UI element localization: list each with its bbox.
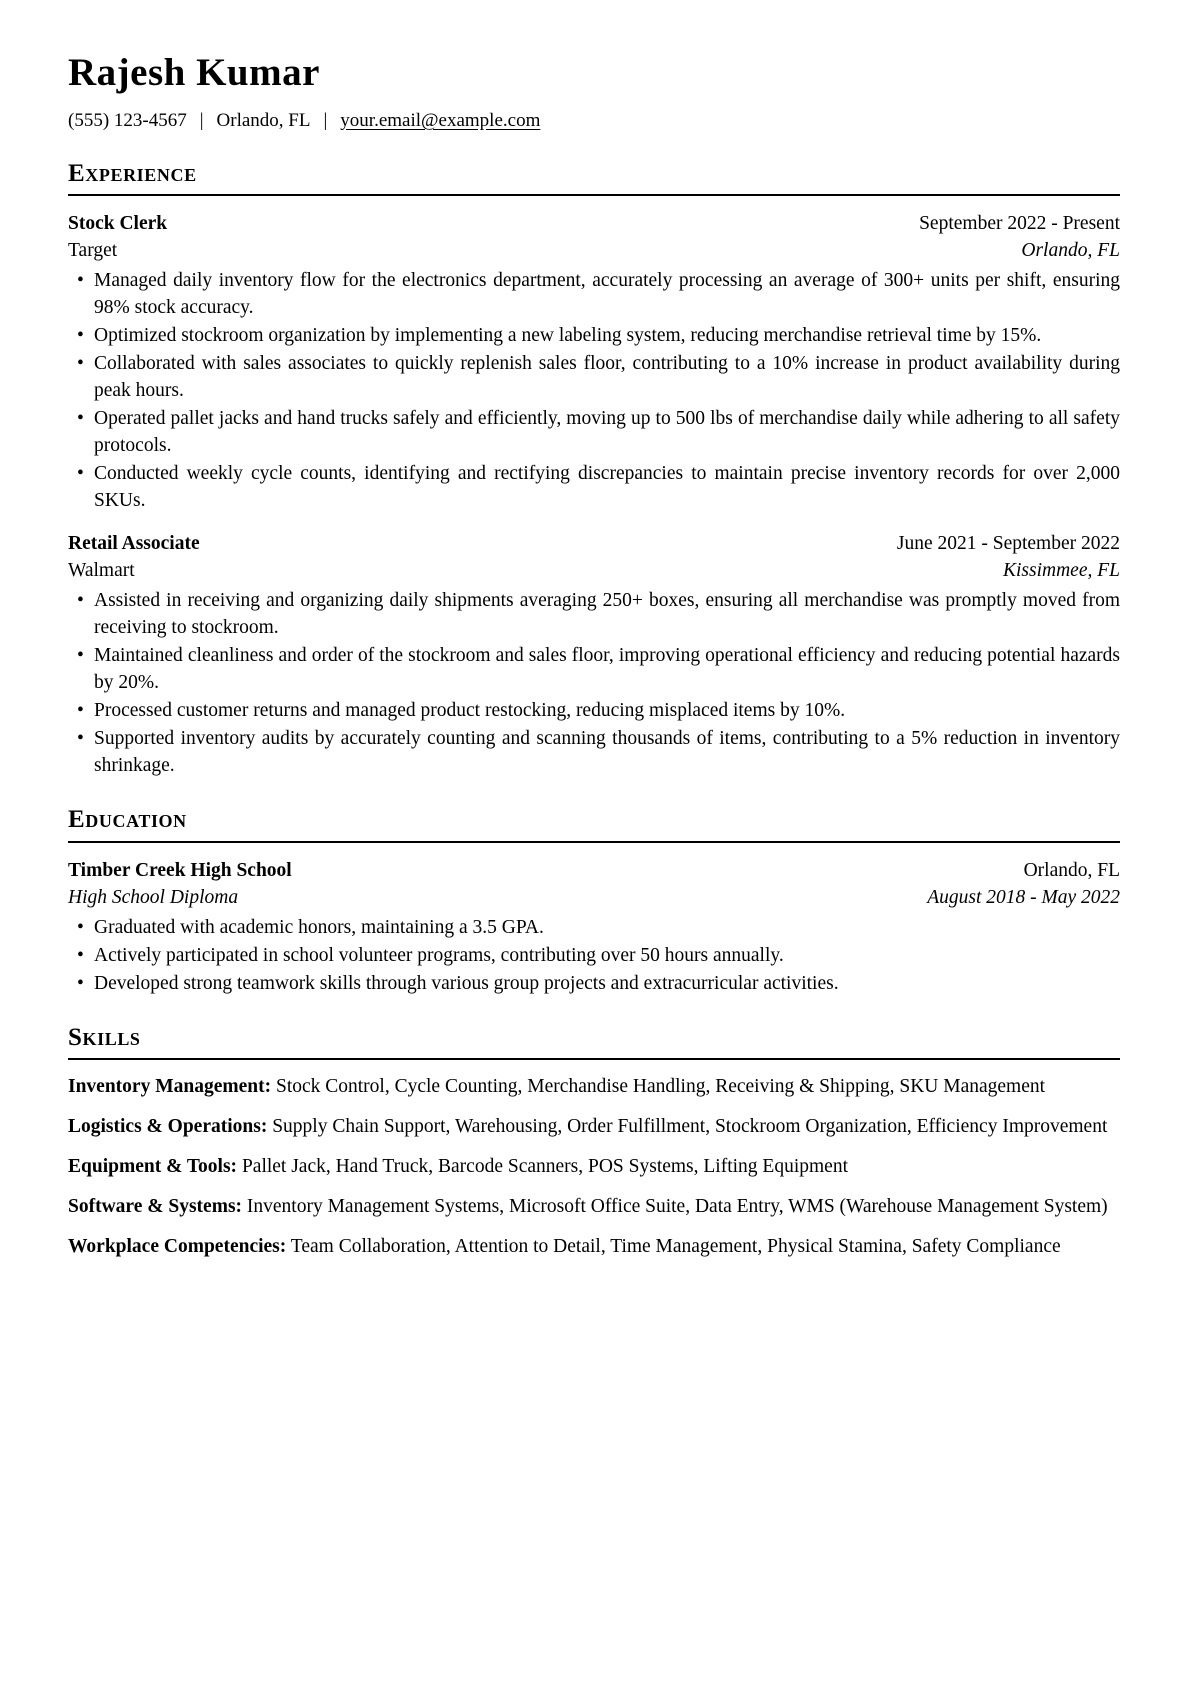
section-rule <box>68 1058 1120 1060</box>
skill-group <box>68 1153 1120 1180</box>
job-bullet: • Assisted in receiving and organizing daily shipments averaging 250+ boxes, ensuring all merchandise was promptly moved from receiving to stockroom. <box>68 587 1120 641</box>
resume-header <box>68 52 1120 133</box>
school-bullet-list <box>68 914 1120 997</box>
job-entry <box>68 210 1120 514</box>
experience-section-title: Experience <box>68 159 197 187</box>
job-company: Target <box>68 240 118 262</box>
job-bullet: • Optimized stockroom organization by implementing a new labeling system, reducing merchandise retrieval time by 15%. <box>68 322 1120 349</box>
job-bullet: • Supported inventory audits by accurately counting and scanning thousands of items, contributing to a 5% reduction in inventory shrinkage. <box>68 725 1120 779</box>
skill-group <box>68 1193 1120 1220</box>
skill-group-items: Pallet Jack, Hand Truck, Barcode Scanners, POS Systems, Lifting Equipment <box>237 1156 848 1178</box>
school-bullet: • Developed strong teamwork skills through various group projects and extracurricular activities. <box>68 970 1120 997</box>
skills-section-title: Skills <box>68 1023 141 1051</box>
skill-group-label: Equipment & Tools: <box>68 1156 238 1178</box>
job-bullet: • Managed daily inventory flow for the electronics department, accurately processing an average of 300+ units per shift, ensuring 98% stock accuracy. <box>68 267 1120 321</box>
job-location: Kissimmee, FL <box>1003 560 1120 582</box>
job-location: Orlando, FL <box>1021 240 1120 262</box>
contact-location: Orlando, FL <box>216 109 311 131</box>
job-title-row <box>68 210 1120 237</box>
section-experience <box>68 160 1120 780</box>
school-dates: August 2018 - May 2022 <box>927 886 1120 908</box>
contact-separator: | <box>323 109 328 131</box>
job-title: Stock Clerk <box>68 213 168 235</box>
skill-group-label: Software & Systems: <box>68 1196 243 1218</box>
contact-line <box>68 109 1120 133</box>
section-rule <box>68 841 1120 843</box>
school-entry <box>68 857 1120 997</box>
job-bullet: • Processed customer returns and managed product restocking, reducing misplaced items by 10%. <box>68 697 1120 724</box>
school-title-row <box>68 857 1120 884</box>
section-skills <box>68 1024 1120 1261</box>
person-name: Rajesh Kumar <box>68 51 320 94</box>
school-degree: High School Diploma <box>68 886 239 908</box>
job-bullet-list <box>68 267 1120 514</box>
skill-group-label: Workplace Competencies: <box>68 1236 287 1258</box>
school-bullet: • Actively participated in school volunteer programs, contributing over 50 hours annually. <box>68 942 1120 969</box>
job-entry <box>68 530 1120 779</box>
education-section-title: Education <box>68 806 187 834</box>
job-bullet: • Collaborated with sales associates to quickly replenish sales floor, contributing to a 10% increase in product availability during peak hours. <box>68 350 1120 404</box>
skill-group-label: Logistics & Operations: <box>68 1116 268 1138</box>
section-education <box>68 806 1120 997</box>
skill-group-items: Stock Control, Cycle Counting, Merchandise Handling, Receiving & Shipping, SKU Management <box>271 1076 1046 1098</box>
job-dates: September 2022 - Present <box>919 213 1120 235</box>
job-bullet: • Conducted weekly cycle counts, identifying and rectifying discrepancies to maintain precise inventory records for over 2,000 SKUs. <box>68 460 1120 514</box>
skill-group <box>68 1113 1120 1140</box>
skill-group <box>68 1233 1120 1260</box>
job-subtitle-row <box>68 557 1120 584</box>
job-company: Walmart <box>68 560 135 582</box>
school-location: Orlando, FL <box>1023 859 1120 881</box>
job-dates: June 2021 - September 2022 <box>896 533 1120 555</box>
job-bullet: • Operated pallet jacks and hand trucks safely and efficiently, moving up to 500 lbs of merchandise daily while adhering to all safety protocols. <box>68 405 1120 459</box>
job-title: Retail Associate <box>68 533 200 555</box>
skill-group <box>68 1073 1120 1100</box>
skill-group-items: Supply Chain Support, Warehousing, Order Fulfillment, Stockroom Organization, Efficiency Improvement <box>267 1116 1108 1138</box>
job-bullet-list <box>68 587 1120 779</box>
skill-group-label: Inventory Management: <box>68 1076 272 1098</box>
email-link[interactable]: your.email@example.com <box>340 109 541 131</box>
job-bullet: • Maintained cleanliness and order of the stockroom and sales floor, improving operational efficiency and reducing potential hazards by 20%. <box>68 642 1120 696</box>
skill-group-items: Team Collaboration, Attention to Detail, Time Management, Physical Stamina, Safety Compliance <box>286 1236 1061 1258</box>
school-subtitle-row <box>68 884 1120 911</box>
school-bullet: • Graduated with academic honors, maintaining a 3.5 GPA. <box>68 914 1120 941</box>
contact-separator: | <box>199 109 204 131</box>
school-name: Timber Creek High School <box>68 859 292 881</box>
section-rule <box>68 194 1120 196</box>
job-subtitle-row <box>68 237 1120 264</box>
skill-group-items: Inventory Management Systems, Microsoft Office Suite, Data Entry, WMS (Warehouse Management System) <box>242 1196 1108 1218</box>
job-title-row <box>68 530 1120 557</box>
phone-number: (555) 123-4567 <box>68 109 187 131</box>
